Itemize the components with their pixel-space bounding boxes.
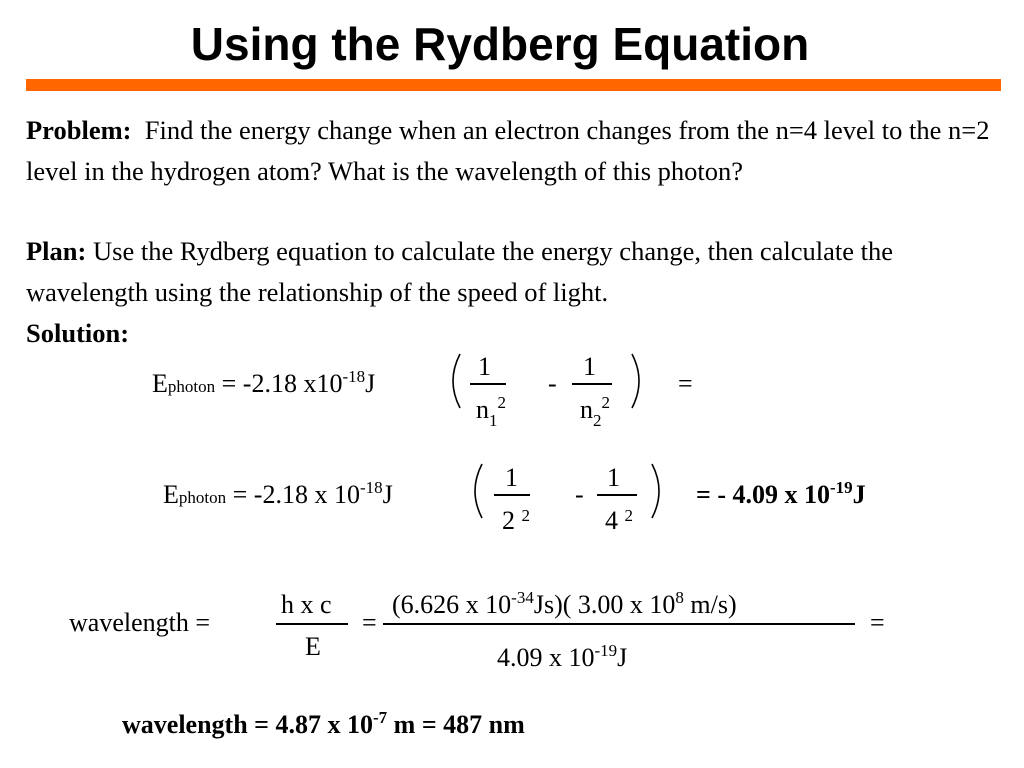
eq3-numerator [392, 590, 737, 623]
eq2-den1-superscript: 2 [521, 506, 530, 525]
eq2-result [696, 480, 866, 513]
solution-paragraph [26, 313, 1021, 354]
eq3-main-frac-line [383, 623, 855, 625]
eq2-result-value: = - 4.09 x 10 [696, 480, 830, 509]
eq3-denominator [497, 643, 627, 676]
eq2-unit: J [382, 480, 393, 509]
eq2-left-paren [466, 462, 486, 520]
problem-label: Problem: [26, 115, 132, 145]
eq1-subscript: photon [167, 377, 216, 396]
final-answer [122, 710, 525, 743]
plan-label: Plan: [26, 236, 87, 266]
eq2-den2-base: 4 [605, 506, 618, 535]
slide-title: Using the Rydberg Equation [190, 18, 810, 70]
solution-label: Solution: [26, 318, 130, 348]
eq3-num-part1: (6.626 x 10 [392, 590, 512, 619]
final-answer-exponent: -7 [372, 708, 388, 727]
eq2-den2 [605, 506, 633, 539]
eq2-frac2-line [597, 494, 637, 496]
eq1-lhs [152, 369, 375, 402]
eq2-den2-superscript: 2 [624, 506, 633, 525]
eq2-den1-base: 2 [502, 506, 515, 535]
eq1-equals: = [678, 369, 693, 398]
eq2-result-exponent: -19 [829, 478, 853, 497]
final-answer-part2: m = 487 nm [387, 710, 525, 739]
eq1-constant: = -2.18 x10 [221, 369, 343, 398]
eq1-den1-subscript: 1 [489, 411, 498, 430]
eq3-equals1: = [362, 608, 377, 637]
eq3-frac-line [276, 623, 348, 625]
eq3-lhs: wavelength = [69, 608, 211, 637]
problem-text: Find the energy change when an electron changes from the n=4 level to the n=2 level in the hydrogen atom? What is the wavelength of this photon? [26, 115, 990, 186]
eq1-unit: J [365, 369, 376, 398]
eq2-subscript: photon [178, 488, 227, 507]
eq1-exponent: -18 [342, 367, 366, 386]
plan-text: Use the Rydberg equation to calculate the energy change, then calculate the wavelength using the relationship of the speed of light. [26, 236, 893, 307]
eq2-num1: 1 [505, 463, 518, 492]
eq2-exponent: -18 [359, 478, 383, 497]
eq1-num1: 1 [478, 352, 491, 381]
eq3-num-exp2: 8 [675, 588, 684, 607]
eq3-frac-num: h x c [281, 590, 332, 619]
eq1-minus: - [548, 369, 557, 398]
eq1-left-paren [444, 352, 464, 410]
eq2-constant: = -2.18 x 10 [232, 480, 360, 509]
eq2-den1 [502, 506, 530, 539]
eq3-num-exp1: -34 [511, 588, 534, 607]
eq2-result-unit: J [852, 480, 866, 509]
eq1-num2: 1 [583, 352, 596, 381]
eq3-den-part1: 4.09 x 10 [497, 643, 595, 672]
eq3-den-exp: -19 [594, 641, 618, 660]
eq3-num-part3: m/s) [683, 590, 737, 619]
eq3-equals2: = [870, 608, 885, 637]
eq1-den2-base: n [580, 395, 593, 424]
eq3-frac-den: E [305, 632, 321, 661]
eq2-right-paren [648, 462, 668, 520]
eq2-num2: 1 [607, 463, 620, 492]
eq1-den2-subscript: 2 [593, 411, 602, 430]
problem-paragraph [26, 110, 1021, 192]
eq3-den-part2: J [617, 643, 628, 672]
eq1-frac1-line [470, 383, 506, 385]
eq2-E: E [163, 480, 179, 509]
eq1-den2 [580, 395, 610, 428]
eq2-lhs [163, 480, 393, 513]
eq1-den1-superscript: 2 [497, 393, 506, 412]
title-accent-bar [26, 79, 1001, 91]
eq1-den1 [476, 395, 506, 428]
final-answer-part1: wavelength = 4.87 x 10 [122, 710, 373, 739]
eq2-frac1-line [494, 494, 530, 496]
eq1-right-paren [628, 352, 648, 410]
eq3-num-part2: Js)( 3.00 x 10 [533, 590, 676, 619]
eq1-den1-base: n [476, 395, 489, 424]
eq1-E: E [152, 369, 168, 398]
eq2-minus: - [575, 480, 584, 509]
eq1-den2-superscript: 2 [601, 393, 610, 412]
eq1-frac2-line [572, 383, 612, 385]
plan-paragraph [26, 231, 1021, 313]
